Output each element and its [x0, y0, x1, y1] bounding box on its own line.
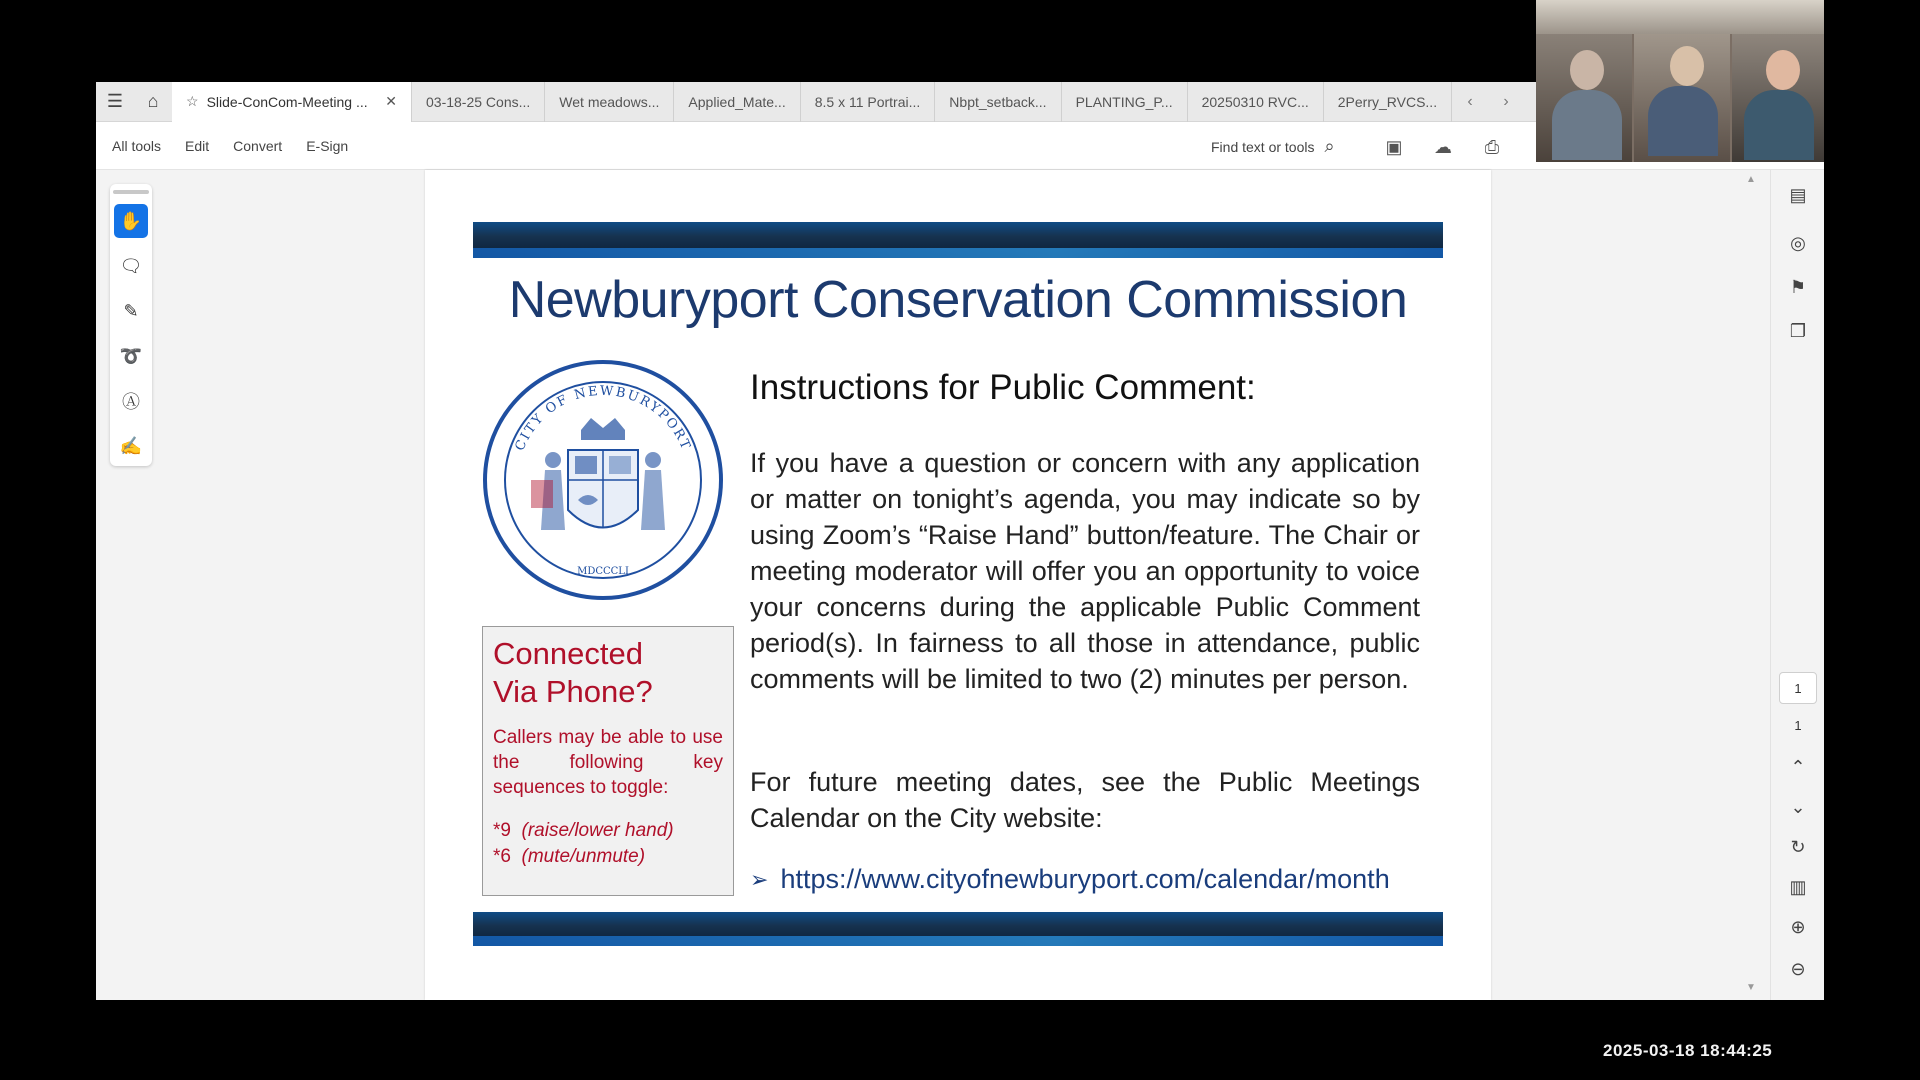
- ai-assistant-icon[interactable]: ◎: [1790, 232, 1806, 253]
- svg-text:MDCCCLI: MDCCCLI: [577, 566, 629, 577]
- text-box-icon[interactable]: Ⓐ: [122, 392, 140, 412]
- scroll-down-icon[interactable]: ▼: [1746, 982, 1756, 993]
- chevron-down-icon[interactable]: ⌄: [1790, 796, 1806, 817]
- current-page-input[interactable]: 1: [1779, 672, 1817, 704]
- menu-all-tools[interactable]: All tools: [112, 137, 162, 154]
- document-area: [96, 170, 1824, 1000]
- calendar-link[interactable]: https://www.cityofnewburyport.com/calendar/month: [780, 864, 1390, 894]
- key-row: [493, 844, 723, 870]
- webcam-video-feed: [1536, 0, 1824, 162]
- bookmarks-icon[interactable]: ⚑: [1789, 276, 1807, 297]
- comments-panel-icon[interactable]: ▤: [1789, 184, 1807, 205]
- tab-label: Nbpt_setback...: [949, 93, 1047, 110]
- upload-cloud-icon[interactable]: ☁: [1434, 136, 1452, 157]
- phone-keys: [493, 818, 723, 870]
- tab-label: 20250310 RVC...: [1201, 93, 1309, 110]
- pdf-viewer-window: [96, 82, 1824, 1000]
- slide-title: Newburyport Conservation Commission: [508, 271, 1408, 329]
- toolbar-grip[interactable]: [113, 190, 149, 194]
- city-seal-logo: [483, 360, 723, 600]
- save-icon[interactable]: ▣: [1385, 136, 1403, 157]
- search-icon: ⌕: [1324, 136, 1335, 156]
- recording-timestamp: 2025-03-18 18:44:25: [1603, 1041, 1773, 1060]
- chevron-left-icon[interactable]: ‹: [1467, 92, 1473, 110]
- phone-title-line2: Via Phone?: [493, 674, 653, 709]
- chevron-right-icon[interactable]: ›: [1503, 92, 1509, 110]
- phone-title-line1: Connected: [493, 636, 643, 671]
- pages-thumbnails-icon[interactable]: ❐: [1789, 320, 1807, 341]
- tab-document[interactable]: [1062, 82, 1188, 122]
- tab-label: Wet meadows...: [559, 93, 660, 110]
- tab-label: Applied_Mate...: [688, 93, 786, 110]
- menu-edit[interactable]: Edit: [185, 137, 210, 154]
- scroll-up-icon[interactable]: ▲: [1746, 174, 1756, 185]
- future-meetings-text: For future meeting dates, see the Public Meetings Calendar on the City website:: [750, 767, 1420, 833]
- sign-icon[interactable]: ✍: [119, 435, 143, 456]
- key-code: *9: [493, 820, 511, 841]
- menu-convert[interactable]: Convert: [233, 137, 283, 154]
- footer-band: [473, 912, 1443, 946]
- highlight-pen-icon[interactable]: ✎: [123, 300, 139, 321]
- svg-text:CITY OF NEWBURYPORT: CITY OF NEWBURYPORT: [512, 383, 694, 454]
- tab-active-document[interactable]: [172, 82, 412, 122]
- key-description: (raise/lower hand): [521, 820, 674, 841]
- tab-document[interactable]: [545, 82, 674, 122]
- close-icon[interactable]: ✕: [385, 93, 397, 109]
- tab-document[interactable]: [1188, 82, 1324, 122]
- tab-label: PLANTING_P...: [1075, 93, 1173, 110]
- print-icon[interactable]: ⎙: [1484, 136, 1500, 157]
- tab-label: 2Perry_RVCS...: [1337, 93, 1438, 110]
- key-description: (mute/unmute): [521, 846, 646, 867]
- find-label: Find text or tools: [1211, 138, 1315, 155]
- menu-esign[interactable]: E-Sign: [306, 137, 349, 154]
- find-text-button[interactable]: [1211, 136, 1335, 157]
- draw-lasso-icon[interactable]: ➰: [119, 345, 143, 366]
- tab-document[interactable]: [935, 82, 1061, 122]
- phone-instructions-box: [482, 626, 734, 896]
- add-comment-icon[interactable]: 🗨: [119, 255, 143, 276]
- tab-document[interactable]: [1324, 82, 1452, 122]
- hamburger-menu-icon[interactable]: ☰: [106, 91, 124, 111]
- tab-document[interactable]: [674, 82, 800, 122]
- home-icon[interactable]: ⌂: [147, 91, 159, 111]
- page-fit-icon[interactable]: ▥: [1789, 876, 1807, 897]
- tab-label: 03-18-25 Cons...: [426, 93, 531, 110]
- tab-document[interactable]: [412, 82, 545, 122]
- tab-label: 8.5 x 11 Portrai...: [814, 93, 921, 110]
- key-row: [493, 818, 723, 844]
- pdf-page: [425, 170, 1491, 1000]
- calendar-link-row: [750, 864, 1390, 895]
- left-toolbar: [110, 184, 152, 466]
- instructions-body: If you have a question or concern with any application or matter on tonight’s agenda, you may indicate so by using Zoom’s “Raise Hand” button/feature. The Chair or meeting moderator will offer you an opportunity to voice your concerns during the applicable Public Comment period(s). In fairness to all those in attendance, public comments will be limited to two (2) minutes per person.: [750, 448, 1420, 694]
- tab-label: Slide-ConCom-Meeting ...: [206, 93, 368, 110]
- zoom-in-icon[interactable]: ⊕: [1790, 916, 1806, 937]
- refresh-icon[interactable]: ↻: [1790, 836, 1806, 857]
- arrow-bullet-icon: ➢: [750, 866, 769, 892]
- total-pages: 1: [1794, 718, 1802, 733]
- instructions-title: Instructions for Public Comment:: [750, 368, 1256, 407]
- phone-text: Callers may be able to use the following key sequences to toggle:: [493, 727, 723, 798]
- zoom-out-icon[interactable]: ⊖: [1790, 958, 1806, 979]
- key-code: *6: [493, 846, 511, 867]
- chevron-up-icon[interactable]: ⌃: [1790, 756, 1806, 777]
- header-band: [473, 222, 1443, 258]
- star-icon[interactable]: ☆: [186, 93, 199, 109]
- hand-tool-icon[interactable]: ✋: [114, 204, 148, 238]
- right-rail: [1770, 170, 1824, 1000]
- tab-document[interactable]: [801, 82, 936, 122]
